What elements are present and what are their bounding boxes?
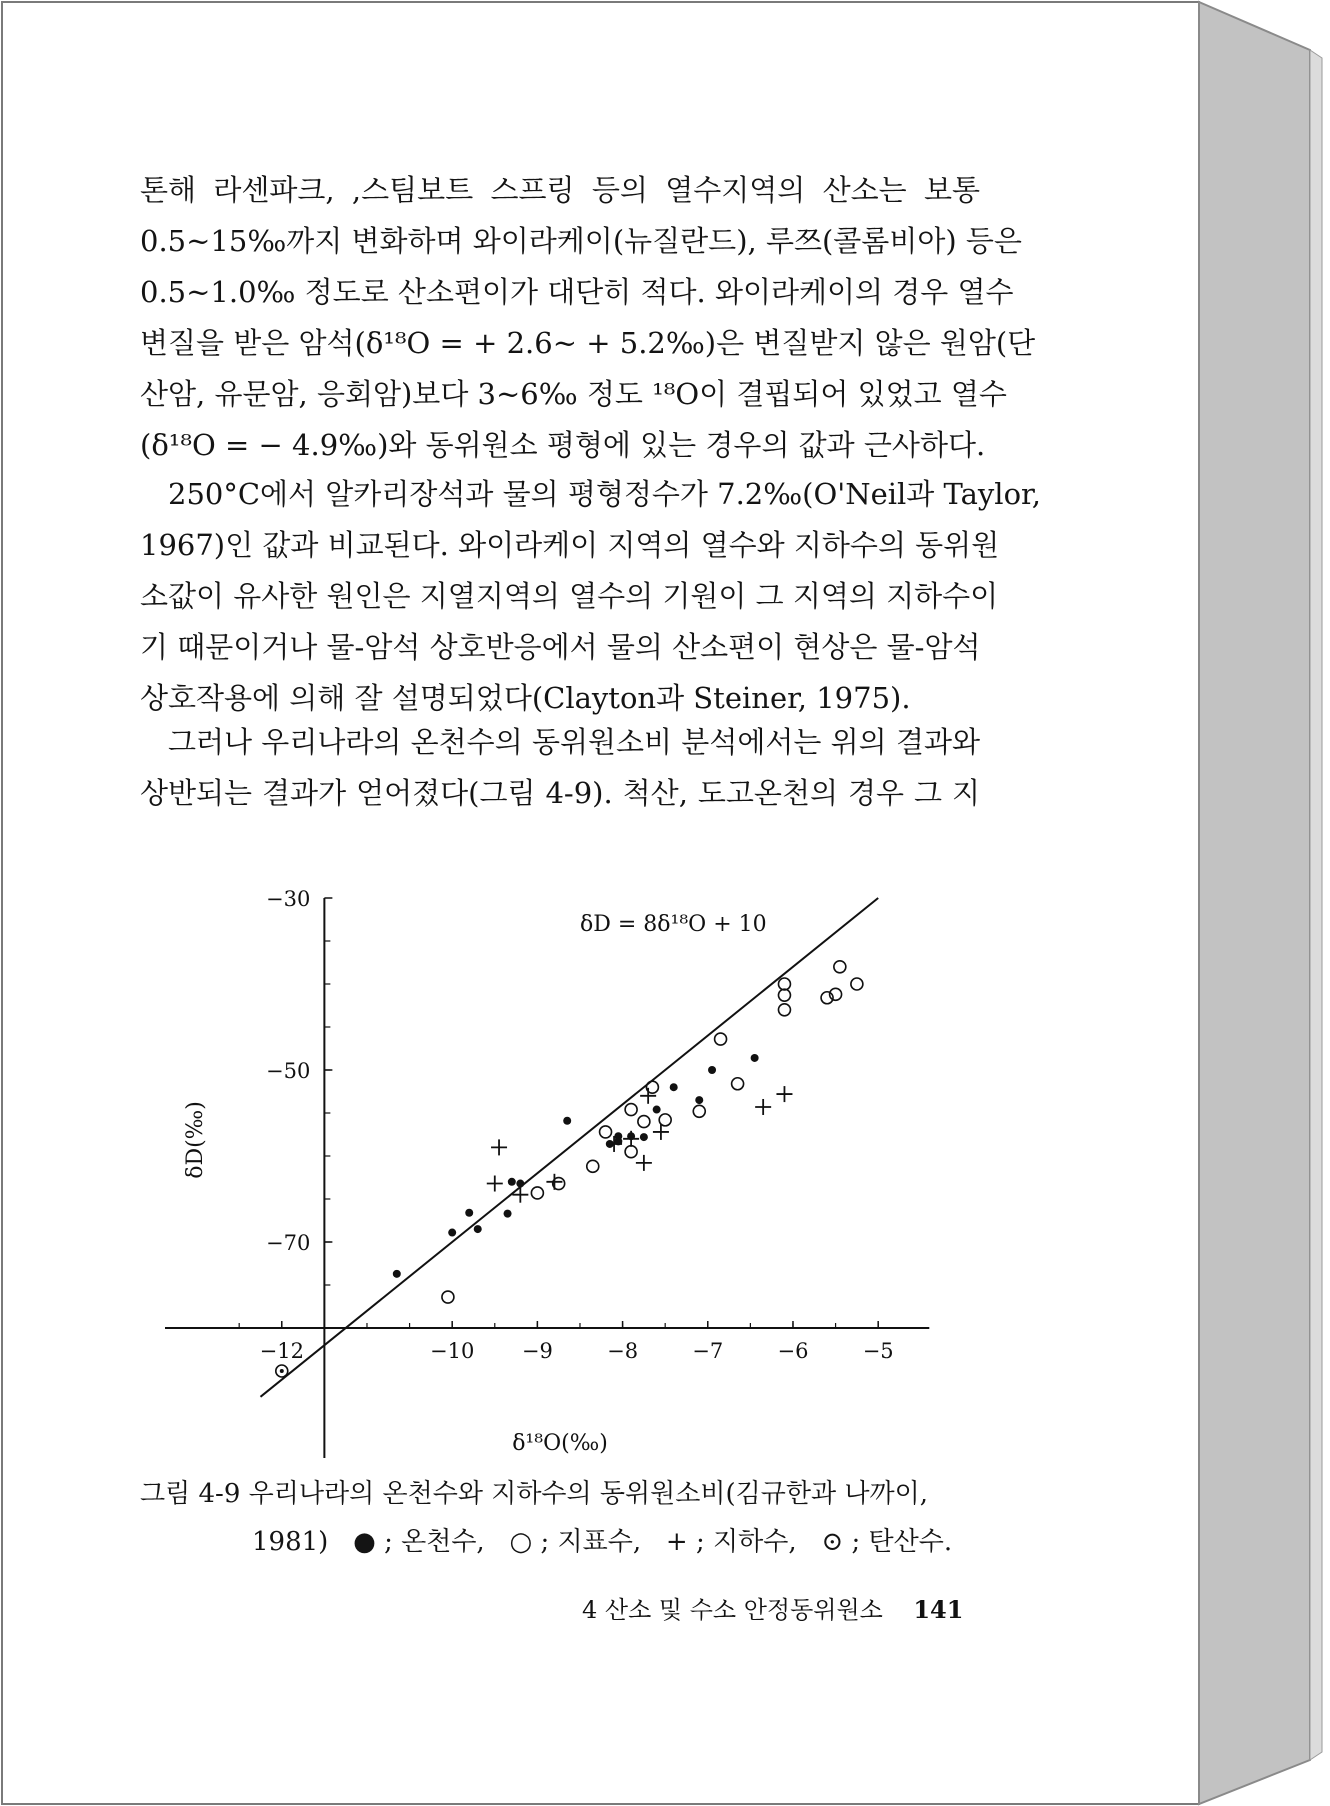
hot-spring-point <box>516 1180 524 1188</box>
paragraph-1 <box>140 165 1036 471</box>
y-tick-label: −50 <box>266 1059 311 1083</box>
paragraph-2 <box>140 469 1041 724</box>
page-footer <box>582 1590 963 1625</box>
legend-symbol-surface-water: ○ <box>509 1527 533 1557</box>
text-line: 250°C에서 알카리장석과 물의 평형정수가 7.2‰(O'Neil과 Taylor, <box>168 477 1041 511</box>
surface-water-point <box>778 989 790 1001</box>
text-line: 소값이 유사한 원인은 지열지역의 열수의 기원이 그 지역의 지하수이 <box>140 579 999 613</box>
y-tick-label: −30 <box>266 887 311 911</box>
surface-water-point <box>442 1291 454 1303</box>
text-line: 0.5~15‰까지 변화하며 와이라케이(뉴질란드), 루쯔(콜롬비아) 등은 <box>140 224 1022 258</box>
legend-label-hot-spring: ; 온천수, <box>384 1527 485 1557</box>
surface-water-point <box>587 1160 599 1172</box>
dot-center <box>280 1369 284 1373</box>
groundwater-point <box>491 1139 507 1155</box>
meteoric-water-line <box>260 898 878 1397</box>
x-axis-label: δ¹⁸O(‰) <box>512 1431 608 1456</box>
running-footer-chapter: 4 산소 및 수소 안정동위원소 <box>582 1596 883 1624</box>
figure-caption-legend <box>252 1521 952 1558</box>
isotope-scatter-chart <box>150 872 950 1462</box>
legend-symbol-carbonated-water: ⊙ <box>821 1527 844 1557</box>
hot-spring-point <box>563 1117 571 1125</box>
text-line: 그러나 우리나라의 온천수의 동위원소비 분석에서는 위의 결과와 <box>168 725 980 759</box>
legend-label-surface-water: ; 지표수, <box>540 1527 642 1557</box>
legend-symbol-groundwater: + <box>665 1527 688 1557</box>
text-line: 1967)인 값과 비교된다. 와이라케이 지역의 열수와 지하수의 동위원 <box>140 528 1000 562</box>
groundwater-point <box>512 1187 528 1203</box>
x-tick-label: −9 <box>521 1339 553 1363</box>
surface-water-point <box>851 978 863 990</box>
text-line: 0.5~1.0‰ 정도로 산소편이가 대단히 적다. 와이라케이의 경우 열수 <box>140 275 1014 309</box>
y-axis-label: δD(‰) <box>183 1101 208 1179</box>
x-tick-label: −5 <box>862 1339 894 1363</box>
groundwater-point <box>487 1176 503 1192</box>
surface-water-point <box>732 1078 744 1090</box>
groundwater-point <box>776 1086 792 1102</box>
groundwater-point <box>755 1099 771 1115</box>
surface-water-point <box>834 961 846 973</box>
text-line: 기 때문이거나 물-암석 상호반응에서 물의 산소편이 현상은 물-암석 <box>140 630 981 664</box>
page-number: 141 <box>913 1595 964 1624</box>
hot-spring-point <box>393 1270 401 1278</box>
text-line: (δ¹⁸O = − 4.9‰)와 동위원소 평형에 있는 경우의 값과 근사하다. <box>140 428 986 462</box>
surface-water-point <box>693 1105 705 1117</box>
legend-label-carbonated-water: ; 탄산수. <box>851 1527 953 1557</box>
x-tick-label: −7 <box>692 1339 724 1363</box>
text-line: 상반되는 결과가 얻어졌다(그림 4-9). 척산, 도고온천의 경우 그 지 <box>140 776 980 810</box>
hot-spring-point <box>670 1083 678 1091</box>
figure-caption: 그림 4-9 우리나라의 온천수와 지하수의 동위원소비(김규한과 나까이, <box>140 1479 928 1509</box>
hot-spring-point <box>653 1106 661 1114</box>
groundwater-point <box>623 1131 639 1147</box>
x-tick-label: −10 <box>430 1339 475 1363</box>
groundwater-point <box>636 1155 652 1171</box>
surface-water-point <box>600 1126 612 1138</box>
surface-water-point <box>625 1104 637 1116</box>
x-tick-label: −8 <box>607 1339 639 1363</box>
groundwater-point <box>640 1088 656 1104</box>
legend-label-groundwater: ; 지하수, <box>695 1527 797 1557</box>
paragraph-3 <box>140 717 980 819</box>
hot-spring-point <box>465 1209 473 1217</box>
text-line: 톤해 라센파크, ,스팀보트 스프링 등의 열수지역의 산소는 보통 <box>140 173 980 207</box>
surface-water-point <box>715 1033 727 1045</box>
hot-spring-point <box>708 1066 716 1074</box>
surface-water-point <box>778 978 790 990</box>
line-equation-label: δD = 8δ¹⁸O + 10 <box>580 912 767 937</box>
hot-spring-point <box>695 1096 703 1104</box>
legend-symbol-hot-spring: ● <box>353 1527 376 1557</box>
x-tick-label: −6 <box>777 1339 809 1363</box>
text-line: 산암, 유문암, 응회암)보다 3~6‰ 정도 ¹⁸O이 결핍되어 있었고 열수 <box>140 377 1007 411</box>
hot-spring-point <box>508 1178 516 1186</box>
hot-spring-point <box>751 1054 759 1062</box>
hot-spring-point <box>640 1133 648 1141</box>
chart-ticks <box>239 887 893 1363</box>
surface-water-point <box>638 1116 650 1128</box>
text-line: 변질을 받은 암석(δ¹⁸O = + 2.6~ + 5.2‰)은 변질받지 않은 원암(단 <box>140 326 1036 360</box>
caption-year: 1981) <box>252 1527 329 1557</box>
groundwater-point <box>546 1174 562 1190</box>
text-line: 상호작용에 의해 잘 설명되었다(Clayton과 Steiner, 1975). <box>140 681 911 715</box>
surface-water-point <box>778 1004 790 1016</box>
y-tick-label: −70 <box>266 1231 311 1255</box>
hot-spring-point <box>448 1229 456 1237</box>
hot-spring-point <box>474 1225 482 1233</box>
meteoric-water-line-path <box>260 898 878 1397</box>
hot-spring-point <box>504 1210 512 1218</box>
chart-axes <box>165 898 929 1458</box>
x-tick-label: −12 <box>259 1339 304 1363</box>
surface-water-point <box>625 1146 637 1158</box>
surface-water-point <box>531 1187 543 1199</box>
carbonated-water-point <box>276 1365 288 1377</box>
